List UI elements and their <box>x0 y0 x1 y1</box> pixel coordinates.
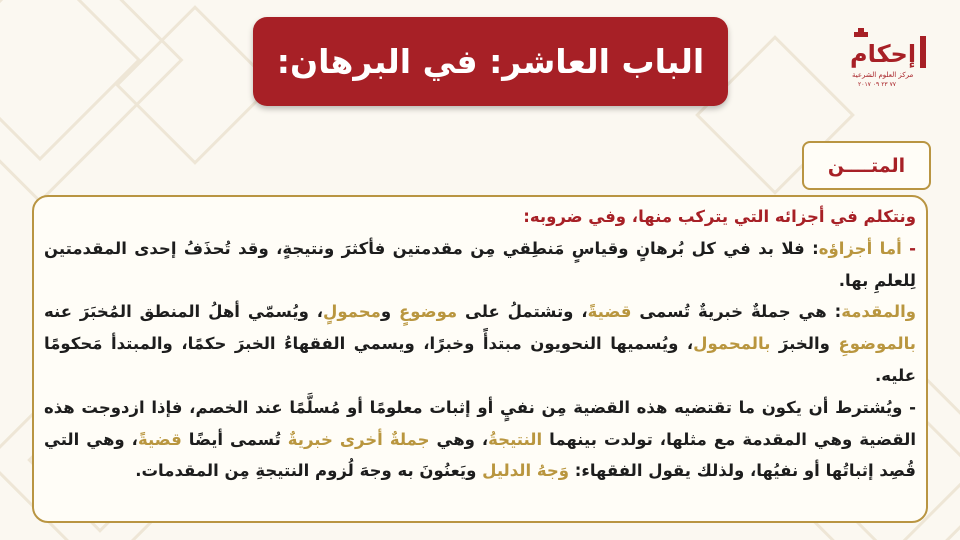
premise-text-6: ، ويُسميها النحويون مبتدأً وخبرًا، ويسمي الفقهاءُ الخبرَ حكمًا، والمبتدأ مَحكومًا عليه. <box>44 334 916 385</box>
logo-small-text: ٧٧ ٢٣ ٠٩ ٢٠١٧ <box>858 81 897 88</box>
premise-text-2: ، وتشتملُ على <box>457 302 588 322</box>
keyword-mawdu: موضوعٍ <box>399 302 458 322</box>
condition-text-4: ، وهي التي قُصِد إثباتُها أو نفيُها، ولذلك يقول الفقهاء: <box>44 429 916 481</box>
keyword-qadiyya: قضيةً <box>587 302 632 322</box>
parts-text: : فلا بد في كل بُرهانٍ وقياسٍ مَنطِقي مِن مقدمتين فأكثرَ ونتيجةٍ، وقد تُحذَفُ إحدى المقدمتين لِلعلمِ بها. <box>44 238 916 290</box>
parts-paragraph <box>44 233 916 297</box>
section-tab-label: المتــــن <box>827 154 906 177</box>
keyword-bilmahmul: بالمحمول <box>693 334 771 354</box>
keyword-natija: النتيجةُ <box>488 429 543 449</box>
premise-lead: والمقدمة <box>841 302 917 322</box>
content-box <box>32 195 928 523</box>
condition-text-5: ويَعنُونَ به وجهَ لُزوم النتيجةِ مِن المقدمات. <box>135 461 483 481</box>
intro-paragraph <box>44 201 916 233</box>
logo-subtitle: مركز العلوم الشرعية <box>852 71 914 79</box>
logo <box>836 26 932 96</box>
keyword-jumla-ukhra: جملةٌ أخرى خبريةٌ <box>287 429 430 449</box>
title-banner <box>253 17 728 106</box>
page-title: الباب العاشر: في البرهان: <box>276 42 705 81</box>
premise-text-5: والخبرَ <box>770 334 839 354</box>
keyword-bilmawdu: بالموضوعِ <box>838 334 916 354</box>
condition-text-1: - ويُشترط أن يكون ما تقتضيه هذه القضية مِن نفيٍ أو إثبات معلومًا أو مُسلَّمًا عند الخصم، فإذا ازدوجت هذه القضية وهي المقدمة مع مثلها، تولدت بينهما <box>44 397 916 449</box>
parts-prefix: - <box>901 238 917 258</box>
logo-name: إحكام <box>850 40 917 68</box>
condition-text-2: ، وهي <box>429 429 489 449</box>
intro-text: ونتكلم في أجزائه التي يتركب منها، وفي ضروبه: <box>523 207 916 226</box>
keyword-mahmul: محمولٍ <box>323 302 381 322</box>
keyword-qadiyya-2: قضيةً <box>137 429 182 449</box>
keyword-wajh-addalil: وَجهُ الدليل <box>482 461 570 481</box>
parts-lead: أما أجزاؤه <box>818 238 902 258</box>
condition-text-3: تُسمى أيضًا <box>181 429 288 449</box>
condition-paragraph <box>44 392 916 487</box>
premise-text-3: و <box>380 302 400 322</box>
premise-text-1: : هي جملةٌ خبريةٌ تُسمى <box>631 302 842 322</box>
premise-text-4: ، ويُسمّي أهلُ المنطق المُخبَرَ عنه <box>44 302 324 322</box>
section-tab <box>802 141 931 190</box>
premise-paragraph <box>44 296 916 391</box>
